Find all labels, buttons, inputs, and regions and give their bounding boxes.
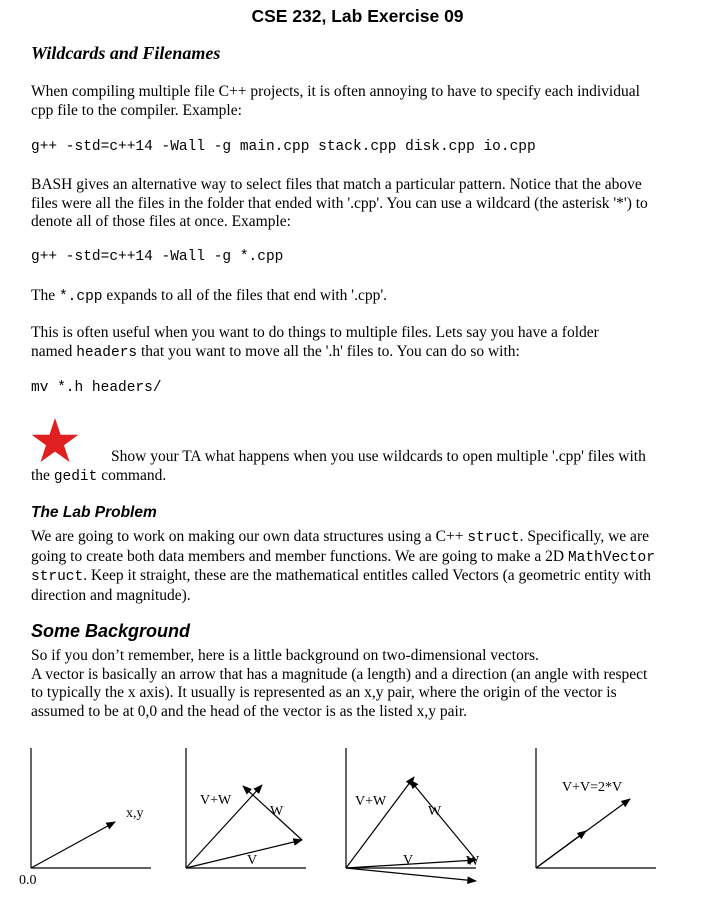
- text-line: [31, 528, 701, 548]
- text-line: BASH gives an alternative way to select files that match a particular pattern. Notice that the above: [31, 176, 642, 193]
- vector-diagrams: [0, 740, 715, 915]
- text-span: The: [31, 287, 59, 304]
- label-sum: V+W: [355, 794, 387, 809]
- paragraph-background: [31, 647, 701, 721]
- paragraph-expands: [31, 287, 686, 307]
- label-sum: V+W: [200, 793, 232, 808]
- text-line: This is often useful when you want to do things to multiple files. Lets say you have a folder: [31, 324, 599, 341]
- text-span: . Keep it straight, these are the mathematical entitles called Vectors (a geometric entity with: [83, 567, 652, 584]
- text-line: denote all of those files at once. Example:: [31, 213, 291, 230]
- label-double: V+V=2*V: [562, 780, 623, 795]
- text-line: [31, 343, 686, 363]
- inline-code: struct: [31, 569, 84, 585]
- inline-code: gedit: [53, 469, 98, 485]
- inline-code: MathVector: [567, 549, 655, 566]
- text-line: A vector is basically an arrow that has a magnitude (a length) and a direction (an angle with respect: [31, 665, 648, 683]
- section-heading-lab-problem: The Lab Problem: [31, 504, 157, 521]
- label-w: W: [270, 804, 284, 819]
- figure-vector-double: [536, 748, 656, 868]
- text-span: going to create both data members and member functions. We are going to make a 2D: [31, 547, 568, 565]
- code-example-1: g++ -std=c++14 -Wall -g main.cpp stack.cpp disk.cpp io.cpp: [31, 139, 536, 155]
- label-xy: x,y: [126, 806, 144, 821]
- ta-instruction-line2: [31, 467, 166, 487]
- label-w: W: [466, 854, 480, 869]
- text-span: that you want to move all the '.h' files to. You can do so with:: [137, 342, 520, 360]
- code-example-3: mv *.h headers/: [31, 380, 162, 396]
- text-line: So if you don’t remember, here is a little background on two-dimensional vectors.: [31, 647, 539, 664]
- text-span: We are going to work on making our own data structures using a C++: [31, 528, 468, 545]
- text-line: When compiling multiple file C++ projects, it is often annoying to have to specify each individual: [31, 83, 640, 100]
- paragraph-folder: [31, 324, 686, 362]
- label-w: W: [428, 804, 442, 819]
- paragraph-bash: [31, 176, 686, 232]
- paragraph-lab-problem: [31, 528, 701, 605]
- text-span: named: [31, 342, 77, 360]
- figure-vector-sum-1: [186, 748, 306, 868]
- text-line: [31, 548, 701, 568]
- text-line: cpp file to the compiler. Example:: [31, 101, 242, 119]
- label-v: V: [247, 853, 258, 868]
- section-heading-background: Some Background: [31, 621, 191, 641]
- inline-code: struct: [467, 530, 520, 546]
- label-v: V: [403, 853, 414, 868]
- code-example-2: g++ -std=c++14 -Wall -g *.cpp: [31, 249, 284, 265]
- text-span: command.: [97, 467, 167, 484]
- text-span: expands to all of the files that end with '.cpp'.: [102, 287, 388, 304]
- text-span: . Specifically, we are: [519, 528, 649, 545]
- text-line: direction and magnitude).: [31, 586, 191, 604]
- text-line: files were all the files in the folder that ended with '.cpp'. You can use a wildcard (the asterisk '*') to: [31, 194, 648, 212]
- inline-code: *.cpp: [58, 289, 103, 305]
- text-line: [31, 567, 701, 587]
- star-icon: [30, 416, 80, 464]
- section-heading-wildcards: Wildcards and Filenames: [31, 43, 221, 63]
- text-line: assumed to be at 0,0 and the head of the vector is as the listed x,y pair.: [31, 702, 468, 720]
- text-span: the: [31, 467, 54, 484]
- text-line: to typically the x axis). It usually is represented as an x,y pair, where the origin of the vector is: [31, 684, 617, 701]
- ta-instruction-line1: Show your TA what happens when you use wildcards to open multiple '.cpp' files with: [111, 448, 646, 465]
- page-title: CSE 232, Lab Exercise 09: [251, 6, 464, 26]
- inline-code: headers: [76, 344, 138, 361]
- origin-label: 0.0: [19, 873, 37, 888]
- paragraph-intro: [31, 83, 686, 120]
